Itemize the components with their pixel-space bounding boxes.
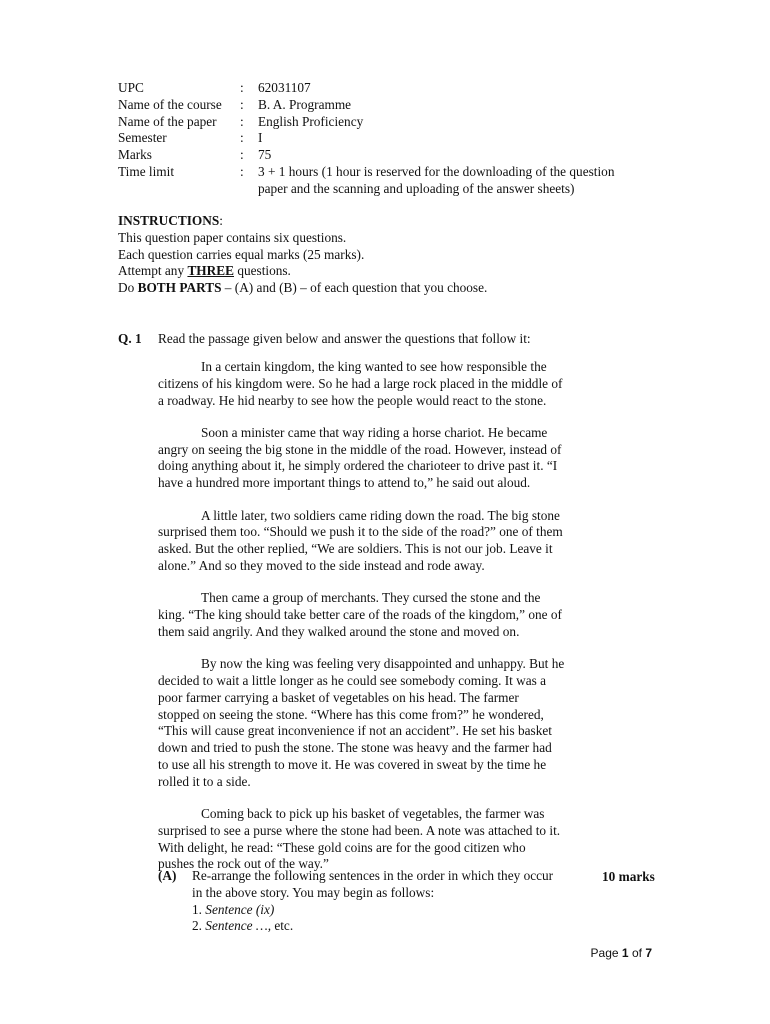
passage-line: alone.” And so they moved to the side instead and rode away. bbox=[158, 557, 485, 573]
part-a-text-post: etc. bbox=[271, 918, 294, 934]
passage-line: angry on seeing the big stone in the middle of the road. However, instead of bbox=[158, 441, 562, 457]
meta-value: B. A. Programme bbox=[258, 96, 352, 112]
meta-value bbox=[258, 164, 653, 198]
passage-line: decided to wait a little longer as he could see somebody coming. It was a bbox=[158, 672, 547, 688]
passage-line: surprised to see a purse where the stone had been. A note was attached to it. bbox=[158, 822, 561, 838]
passage-paragraph bbox=[158, 425, 590, 492]
passage-line: a roadway. He hid nearby to see how the people would react to the stone. bbox=[158, 392, 547, 408]
part-a-line bbox=[192, 902, 592, 919]
instructions bbox=[118, 213, 658, 297]
instruction-line: This question paper contains six questions. bbox=[118, 229, 347, 245]
meta-row-paper bbox=[118, 114, 653, 131]
meta-row-upc bbox=[118, 80, 653, 97]
passage-line: asked. But the other replied, “We are soldiers. This is not our job. Leave it bbox=[158, 541, 553, 557]
part-a-marks: 10 marks bbox=[602, 869, 655, 884]
passage-line: “This will cause great inconvenience if not an accident”. He set his basket bbox=[158, 723, 552, 739]
passage-line: A little later, two soldiers came riding down the road. The big stone bbox=[201, 507, 560, 523]
time-limit-line: 3 + 1 hours (1 hour is reserved for the downloading of the question bbox=[258, 163, 615, 179]
meta-value: 75 bbox=[258, 147, 272, 163]
passage-line: king. “The king should take better care of the roads of the kingdom,” one of bbox=[158, 607, 562, 623]
instructions-heading bbox=[118, 213, 658, 230]
passage-paragraph bbox=[158, 656, 590, 790]
passage-line: pushes the rock out of the way.” bbox=[158, 856, 329, 872]
meta-row-marks bbox=[118, 147, 653, 164]
meta-colon: : bbox=[240, 130, 244, 146]
instructions-heading-text: INSTRUCTIONS bbox=[118, 213, 220, 228]
passage-paragraph bbox=[158, 806, 590, 873]
passage-line: citizens of his kingdom were. So he had a large rock placed in the middle of bbox=[158, 375, 563, 391]
question-number: Q. 1 bbox=[118, 331, 142, 346]
passage-line: In a certain kingdom, the king wanted to see how responsible the bbox=[201, 359, 547, 374]
instruction-text: questions. bbox=[234, 263, 291, 279]
instruction-line bbox=[118, 263, 658, 280]
passage-line: stopped on seeing the stone. “Where has this come from?” he wondered, bbox=[158, 706, 544, 722]
part-a-line bbox=[192, 918, 592, 935]
meta-label: UPC bbox=[118, 80, 144, 95]
part-a-line: in the above story. You may begin as follows: bbox=[192, 884, 435, 900]
part-a-text bbox=[192, 868, 592, 935]
instruction-text: Do bbox=[118, 280, 138, 296]
meta-colon: : bbox=[240, 147, 244, 163]
meta-label: Name of the paper bbox=[118, 113, 217, 129]
part-a-num: 1. bbox=[192, 901, 206, 917]
instruction-text: – (A) and (B) – of each question that you choose. bbox=[221, 280, 488, 296]
passage-line: Then came a group of merchants. They cursed the stone and the bbox=[201, 590, 541, 606]
paper-details bbox=[118, 80, 653, 198]
meta-colon: : bbox=[240, 96, 244, 112]
meta-row-time-limit bbox=[118, 164, 653, 198]
passage-line: poor farmer carrying a basket of vegetables on his head. The farmer bbox=[158, 689, 519, 705]
meta-colon: : bbox=[240, 113, 244, 129]
page-footer bbox=[591, 946, 652, 960]
passage bbox=[158, 359, 590, 889]
meta-label: Semester bbox=[118, 130, 167, 146]
passage-paragraph bbox=[158, 508, 590, 575]
passage-line: to use all his strength to move it. He was covered in sweat by the time he bbox=[158, 756, 547, 772]
passage-paragraph bbox=[158, 590, 590, 640]
part-a-label: (A) bbox=[158, 868, 177, 883]
meta-label: Time limit bbox=[118, 163, 175, 179]
meta-value: English Proficiency bbox=[258, 113, 364, 129]
passage-line: With delight, he read: “These gold coins are for the good citizen who bbox=[158, 839, 526, 855]
meta-colon: : bbox=[240, 80, 244, 95]
passage-line: them said angrily. And they walked around the stone and moved on. bbox=[158, 623, 520, 639]
meta-colon: : bbox=[240, 163, 244, 179]
passage-line: doing anything about it, he simply ordered the charioteer to drive past it. “I bbox=[158, 458, 558, 474]
part-a-italic: Sentence (ix) bbox=[205, 901, 275, 917]
passage-line: Coming back to pick up his basket of vegetables, the farmer was bbox=[201, 806, 545, 822]
part-a-num: 2. bbox=[192, 918, 206, 934]
instruction-text: Attempt any bbox=[118, 263, 188, 279]
part-a-line: Re-arrange the following sentences in the order in which they occur bbox=[192, 868, 554, 883]
passage-line: By now the king was feeling very disappointed and unhappy. But he bbox=[201, 656, 565, 672]
passage-line: have a hundred more important things to attend to,” he said out aloud. bbox=[158, 475, 531, 491]
meta-row-semester bbox=[118, 130, 653, 147]
time-limit-line: paper and the scanning and uploading of the answer sheets) bbox=[258, 180, 575, 196]
passage-line: Soon a minister came that way riding a horse chariot. He became bbox=[201, 424, 548, 440]
meta-row-course bbox=[118, 97, 653, 114]
meta-value: 62031107 bbox=[258, 80, 311, 95]
instruction-line bbox=[118, 280, 658, 297]
instruction-emphasis: THREE bbox=[187, 263, 234, 279]
passage-line: down and tried to push the stone. The stone was heavy and the farmer had bbox=[158, 740, 552, 756]
part-a-italic: Sentence …, bbox=[205, 918, 272, 934]
meta-value: I bbox=[258, 130, 263, 146]
passage-line: rolled it to a side. bbox=[158, 773, 251, 789]
passage-paragraph bbox=[158, 359, 590, 409]
page-number: 1 bbox=[621, 946, 629, 960]
page-total: 7 bbox=[645, 946, 652, 960]
instruction-line: Each question carries equal marks (25 marks). bbox=[118, 246, 365, 262]
instructions-heading-colon: : bbox=[219, 213, 223, 228]
meta-label: Name of the course bbox=[118, 96, 222, 112]
of-word: of bbox=[631, 946, 642, 960]
instruction-emphasis: BOTH PARTS bbox=[137, 280, 222, 296]
question-intro: Read the passage given below and answer the questions that follow it: bbox=[158, 331, 531, 346]
meta-label: Marks bbox=[118, 147, 152, 163]
page-word: Page bbox=[590, 946, 619, 960]
passage-line: surprised them too. “Should we push it to the side of the road?” one of them bbox=[158, 524, 563, 540]
